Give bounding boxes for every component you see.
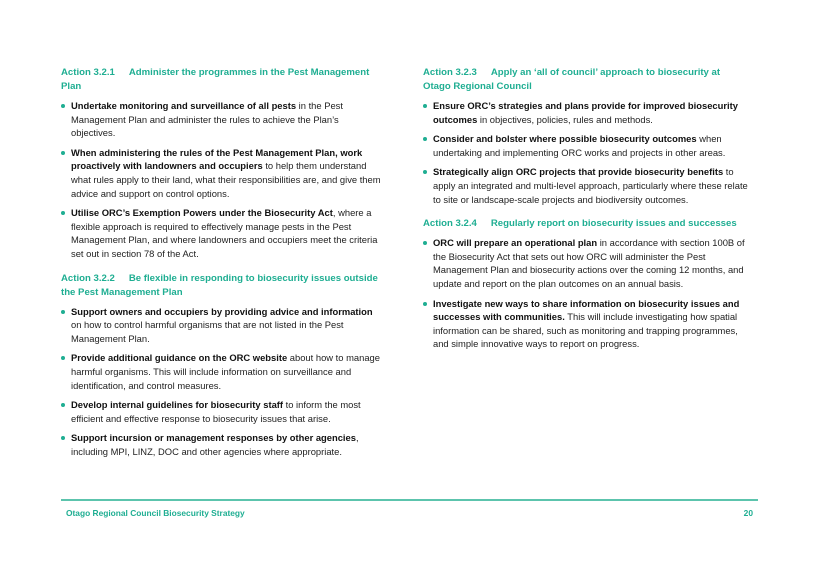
bullet-dot-icon xyxy=(61,436,65,440)
item-text: to help them understand what rules apply to their land, what their responsibilities are, and give them advice and support on control options. xyxy=(71,160,381,199)
bullet-dot-icon xyxy=(423,137,427,141)
list-item xyxy=(423,99,748,126)
item-text: when undertaking and implementing ORC works and projects in other areas. xyxy=(433,133,726,158)
action-heading-3-2-2 xyxy=(61,272,383,300)
item-bold-text: Provide additional guidance on the ORC website xyxy=(71,352,288,364)
item-bold-text: Develop internal guidelines for biosecurity staff xyxy=(71,399,284,411)
action-title: Administer the programmes in the Pest Management Plan xyxy=(61,67,370,92)
bullet-list-3-2-3 xyxy=(423,99,748,206)
list-item xyxy=(61,351,383,392)
action-heading-3-2-3 xyxy=(423,66,748,94)
bullet-dot-icon xyxy=(423,241,427,245)
item-text: , including MPI, LINZ, DOC and other agencies where appropriate. xyxy=(71,432,359,457)
action-heading-3-2-1 xyxy=(61,66,383,94)
item-text: to inform the most efficient and effective response to biosecurity issues that arise. xyxy=(71,399,361,424)
bullet-dot-icon xyxy=(423,170,427,174)
item-bold-text: Ensure ORC’s strategies and plans provide for improved biosecurity outcomes xyxy=(433,100,738,125)
action-title: Be flexible in responding to biosecurity issues outside the Pest Management Plan xyxy=(61,272,378,298)
item-text: , where a flexible approach is required to effectively manage pests in the Pest Management Plan, and where landowners and occupiers meet the criteria set out in section 78 of the Act. xyxy=(71,207,378,259)
list-item xyxy=(423,236,748,290)
bullet-dot-icon xyxy=(423,104,427,108)
bullet-dot-icon xyxy=(61,356,65,360)
item-text: in objectives, policies, rules and methods. xyxy=(477,113,653,125)
action-title: Apply an ‘all of council’ approach to biosecurity at Otago Regional Council xyxy=(423,67,721,92)
item-text: on how to control harmful organisms that are not listed in the Pest Management Plan. xyxy=(71,319,344,344)
list-item xyxy=(61,305,383,346)
footer-divider xyxy=(61,499,758,501)
page-number: 20 xyxy=(743,508,753,518)
bullet-list-3-2-1 xyxy=(61,99,383,261)
bullet-dot-icon xyxy=(61,310,65,314)
action-number: Action 3.2.2 xyxy=(61,272,115,284)
item-bold-text: ORC will prepare an operational plan xyxy=(433,237,598,249)
item-bold-text: Undertake monitoring and surveillance of all pests xyxy=(71,100,297,111)
bullet-list-3-2-4 xyxy=(423,236,748,351)
action-number: Action 3.2.4 xyxy=(423,218,477,230)
bullet-dot-icon xyxy=(61,403,65,407)
item-text: to apply an integrated and multi-level approach, particularly where these relate to site or landscape-scale projects and biodiversity outcomes. xyxy=(433,166,748,205)
bullet-dot-icon xyxy=(423,302,427,306)
left-column xyxy=(61,66,383,464)
item-bold-text: Strategically align ORC projects that provide biosecurity benefits xyxy=(433,166,724,178)
item-text: This will include investigating how spatial information can be shared, such as monitoring and trapping programmes, and simple innovative ways to report on progress. xyxy=(433,311,738,350)
action-number: Action 3.2.1 xyxy=(61,67,115,78)
list-item xyxy=(423,132,748,159)
list-item xyxy=(61,206,383,260)
item-text: about how to manage harmful organisms. This will include information on surveillance and identification, and control measures. xyxy=(71,352,380,391)
bullet-list-3-2-2 xyxy=(61,305,383,459)
bullet-dot-icon xyxy=(61,104,65,108)
list-item xyxy=(423,297,748,351)
footer-document-title: Otago Regional Council Biosecurity Strategy xyxy=(66,508,245,518)
item-bold-text: Utilise ORC’s Exemption Powers under the Biosecurity Act xyxy=(71,207,333,219)
item-text: in the Pest Management Plan and administer the rules to achieve the Plan’s objectives. xyxy=(71,100,343,139)
item-bold-text: Support incursion or management responses by other agencies xyxy=(71,432,356,444)
list-item xyxy=(61,99,383,140)
item-text: in accordance with section 100B of the Biosecurity Act that sets out how ORC will administer the Pest Management Plan and biosecurity actions over the coming 12 months, and update and report on the plan outcomes on an annual basis. xyxy=(433,237,745,289)
item-bold-text: Consider and bolster where possible biosecurity outcomes xyxy=(433,133,697,145)
bullet-dot-icon xyxy=(61,211,65,215)
item-bold-text: When administering the rules of the Pest Management Plan, work proactively with landowners and occupiers xyxy=(71,146,363,172)
action-title: Regularly report on biosecurity issues and successes xyxy=(490,218,737,230)
action-heading-3-2-4 xyxy=(423,217,748,231)
item-bold-text: Support owners and occupiers by providing advice and information xyxy=(71,305,373,317)
list-item xyxy=(61,146,383,200)
action-number: Action 3.2.3 xyxy=(423,67,477,78)
list-item xyxy=(61,431,383,458)
list-item xyxy=(61,398,383,425)
right-column xyxy=(423,66,748,357)
bullet-dot-icon xyxy=(61,151,65,155)
item-bold-text: Investigate new ways to share information on biosecurity issues and successes with communities. xyxy=(433,297,740,323)
list-item xyxy=(423,165,748,206)
